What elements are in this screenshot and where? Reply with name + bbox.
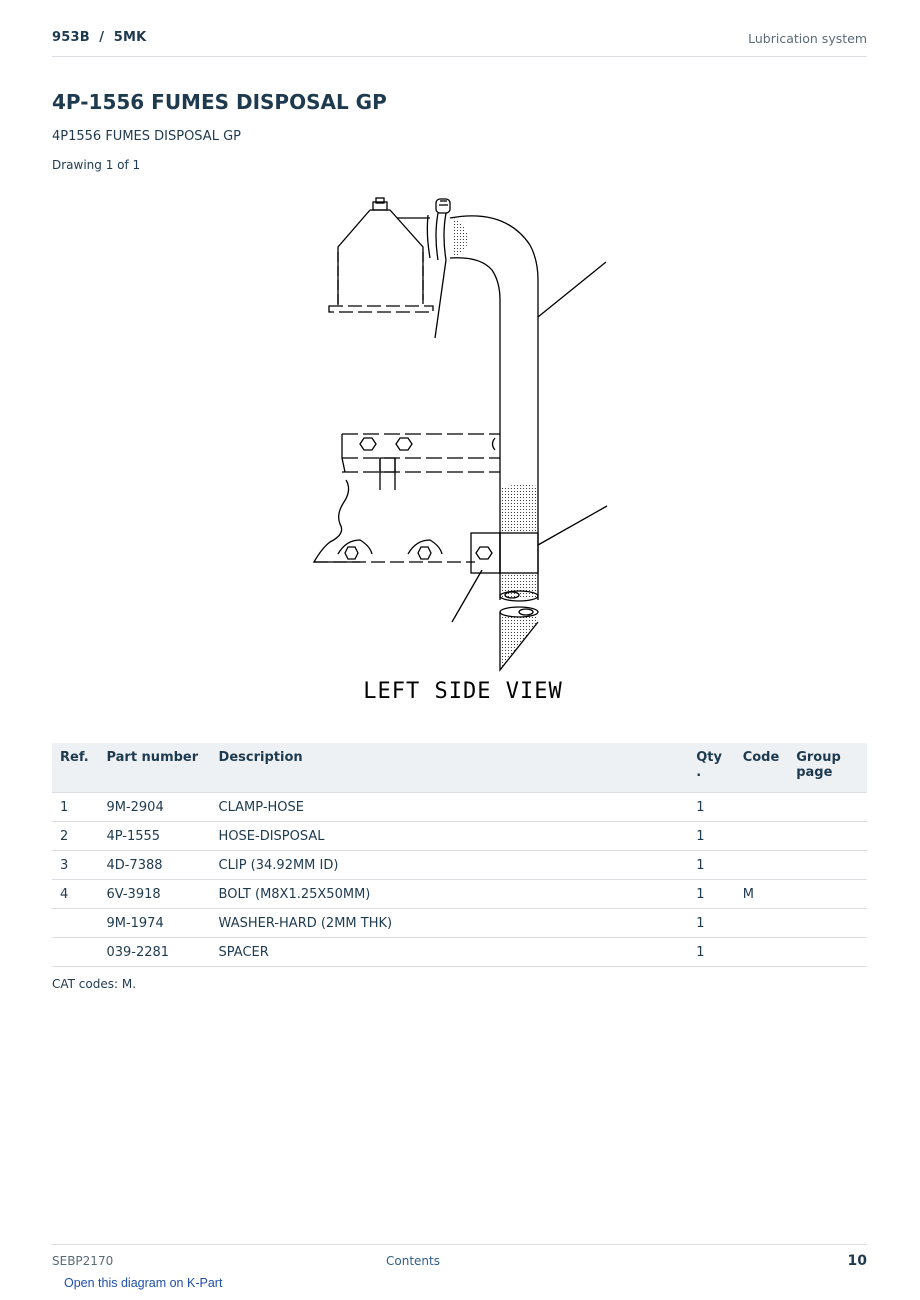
cell-ref: 3 [52, 851, 98, 880]
col-part-number: Part number [98, 743, 210, 793]
cell-qty: 1 [688, 822, 734, 851]
section-name: Lubrication system [748, 31, 867, 46]
cell-code [735, 793, 789, 822]
cell-qty: 1 [688, 793, 734, 822]
cell-part: 4P-1555 [98, 822, 210, 851]
cell-part: 9M-2904 [98, 793, 210, 822]
cat-codes-note: CAT codes: M. [52, 977, 137, 991]
document-id: SEBP2170 [52, 1254, 114, 1268]
cell-ref: 4 [52, 880, 98, 909]
drawing-count: Drawing 1 of 1 [52, 158, 141, 172]
kpart-link[interactable]: Open this diagram on K-Part [64, 1276, 223, 1290]
cell-part: 6V-3918 [98, 880, 210, 909]
col-qty: Qty . [688, 743, 734, 793]
page-footer [52, 1244, 867, 1275]
clip-body [500, 533, 538, 573]
cell-code [735, 851, 789, 880]
col-group-page: Group page [788, 743, 867, 793]
cell-qty: 1 [688, 909, 734, 938]
table-header-row [52, 743, 867, 793]
table-row [52, 938, 867, 967]
cell-group [788, 909, 867, 938]
cell-group [788, 793, 867, 822]
cell-ref: 2 [52, 822, 98, 851]
page-number: 10 [847, 1253, 867, 1269]
cell-qty: 1 [688, 851, 734, 880]
cell-qty: 1 [688, 880, 734, 909]
cell-desc: SPACER [211, 938, 689, 967]
table-row [52, 793, 867, 822]
cell-desc: HOSE-DISPOSAL [211, 822, 689, 851]
cell-group [788, 822, 867, 851]
table-row [52, 851, 867, 880]
cell-code [735, 938, 789, 967]
cell-group [788, 880, 867, 909]
machine-model: 953B / 5MK [52, 30, 147, 45]
table-row [52, 909, 867, 938]
cell-code [735, 909, 789, 938]
cell-desc: CLAMP-HOSE [211, 793, 689, 822]
cell-group [788, 851, 867, 880]
contents-link[interactable]: Contents [386, 1254, 440, 1268]
cell-part: 039-2281 [98, 938, 210, 967]
cell-group [788, 938, 867, 967]
cell-part: 4D-7388 [98, 851, 210, 880]
parts-table [52, 743, 867, 967]
cell-ref [52, 938, 98, 967]
cell-code: M [735, 880, 789, 909]
cell-desc: CLIP (34.92MM ID) [211, 851, 689, 880]
cell-part: 9M-1974 [98, 909, 210, 938]
col-code: Code [735, 743, 789, 793]
cell-ref [52, 909, 98, 938]
diagram-caption: LEFT SIDE VIEW [363, 679, 563, 704]
cell-code [735, 822, 789, 851]
cell-desc: WASHER-HARD (2MM THK) [211, 909, 689, 938]
page-header [52, 28, 867, 57]
col-description: Description [211, 743, 689, 793]
page-subtitle: 4P1556 FUMES DISPOSAL GP [52, 129, 241, 144]
parts-diagram [300, 190, 620, 715]
cell-desc: BOLT (M8X1.25X50MM) [211, 880, 689, 909]
table-row [52, 880, 867, 909]
table-row [52, 822, 867, 851]
col-ref: Ref. [52, 743, 98, 793]
cell-ref: 1 [52, 793, 98, 822]
page-title: 4P-1556 FUMES DISPOSAL GP [52, 90, 387, 114]
cell-qty: 1 [688, 938, 734, 967]
